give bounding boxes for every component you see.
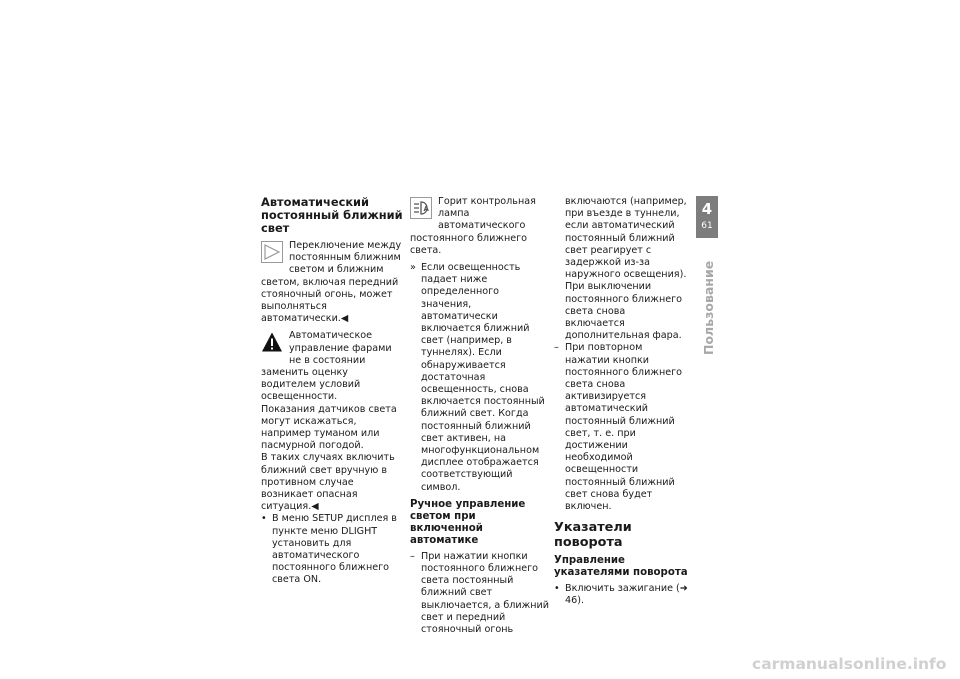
column-2 xyxy=(410,196,550,636)
chapter-tab-box xyxy=(696,196,718,238)
daylight-indicator-icon xyxy=(410,197,432,219)
result-marker: » xyxy=(410,262,416,274)
continuation-text: включаются (например, при въезде в туннели, если автоматический постоянный ближний свет реагирует с задержкой из-за наружного освещения). При выключении постоянного ближнего света снова включается дополнительная фара. xyxy=(565,196,687,342)
note-block xyxy=(261,240,403,325)
watermark: carmanualsonline.info xyxy=(752,655,947,673)
note-triangle-icon xyxy=(261,241,283,263)
bullet-ignition xyxy=(554,583,688,607)
chapter-number: 4 xyxy=(701,200,713,218)
chapter-tab xyxy=(696,196,718,238)
dash-marker: – xyxy=(410,550,415,562)
svg-text:A: A xyxy=(423,205,429,213)
bullet-text: Включить зажигание (➜ 46). xyxy=(565,583,688,607)
bullet-setup xyxy=(261,513,403,586)
dash-marker: – xyxy=(554,342,559,354)
dash-item-1 xyxy=(410,551,550,636)
page-number: 61 xyxy=(701,221,713,231)
result-item xyxy=(410,262,550,494)
warning-text-3: В таких случаях включить ближний свет вручную в противном случае возникает опасная ситуация.◀ xyxy=(261,452,395,513)
warning-icon xyxy=(261,331,283,353)
column-3 xyxy=(554,196,688,608)
note-text: Переключение между постоянным ближним светом и ближним светом, включая передний стояночный огонь, может выполняться автоматически.◀ xyxy=(261,240,402,325)
bullet-text: В меню SETUP дисплея в пункте меню DLIGHT установить для автоматического постоянного ближнего света ON. xyxy=(272,513,397,586)
indicator-block xyxy=(410,196,550,257)
warning-text-2: Показания датчиков света могут искажаться, например туманом или пасмурной погодой. xyxy=(261,403,397,452)
heading-turn-signals: Указатели поворота xyxy=(554,520,632,551)
dash-text: При повторном нажатии кнопки постоянного ближнего света снова активизируется автоматический постоянный ближний свет, т. е. при достижении необходимой освещенности постоянный ближний свет снова будет включен. xyxy=(565,342,683,513)
heading-manual-control: Ручное управление светом при включенной автоматике xyxy=(410,498,526,546)
dash-text: При нажатии кнопки постоянного ближнего света постоянный ближний свет выключается, а ближний свет и передний стояночный огонь xyxy=(421,550,550,636)
warning-block xyxy=(261,330,403,403)
warning-text-1: Автоматическое управление фарами не в состоянии заменить оценку водителем условий освещенности. xyxy=(261,330,392,403)
heading-auto-daylight: Автоматический постоянный ближний свет xyxy=(261,195,403,235)
indicator-text: Горит контрольная лампа автоматического постоянного ближнего света. xyxy=(410,196,536,256)
heading-turn-signal-control: Управление указателями поворота xyxy=(554,555,688,579)
result-text: Если освещенность падает ниже определенного значения, автоматически включается ближний свет (например, в туннелях). Если обнаруживается достаточная освещенность, снова включается постоянный ближний свет. Когда постоянный ближний свет активен, на многофункциональном дисплее отображается соответствующий символ. xyxy=(421,262,545,493)
column-1 xyxy=(261,196,403,587)
chapter-title: Пользование xyxy=(701,260,716,355)
bullet-marker: • xyxy=(261,513,267,525)
bullet-marker: • xyxy=(554,583,560,595)
dash-item-2 xyxy=(554,342,688,513)
